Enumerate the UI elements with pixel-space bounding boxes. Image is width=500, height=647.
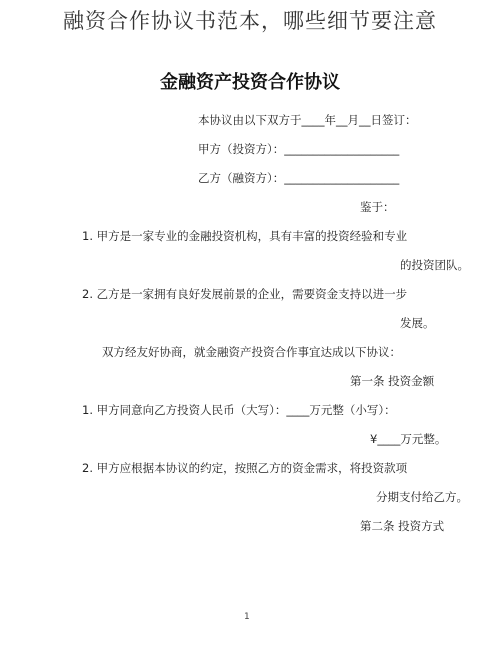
article-2-heading: 第二条 投资方式 <box>360 519 445 533</box>
whereas-heading: 鉴于： <box>360 200 395 214</box>
recital-2-line-1: 2. 乙方是一家拥有良好发展前景的企业，需要资金支持以进一步 <box>82 287 408 301</box>
clause-1-1-line-1: 1. 甲方同意向乙方投资人民币（大写）：____万元整（小写）： <box>82 403 396 417</box>
article-1-heading: 第一条 投资金额 <box>350 374 435 388</box>
clause-1-2-line-2: 分期支付给乙方。 <box>376 490 468 504</box>
recital-1-line-2: 的投资团队。 <box>400 258 469 272</box>
document-title: 金融资产投资合作协议 <box>160 72 340 93</box>
page-number: 1 <box>244 612 250 622</box>
agreement-date-line: 本协议由以下双方于____年__月__日签订： <box>198 113 417 127</box>
agreement-intro-line: 双方经友好协商，就金融资产投资合作事宜达成以下协议： <box>102 345 401 359</box>
party-a-line: 甲方（投资方）：____________________ <box>198 142 400 156</box>
party-b-line: 乙方（融资方）：____________________ <box>198 171 400 185</box>
article-title: 融资合作协议书范本，哪些细节要注意 <box>63 9 437 33</box>
document-page <box>30 44 470 644</box>
recital-2-line-2: 发展。 <box>400 316 435 330</box>
clause-1-2-line-1: 2. 甲方应根据本协议的约定，按照乙方的资金需求，将投资款项 <box>82 461 408 475</box>
recital-1-line-1: 1. 甲方是一家专业的金融投资机构，具有丰富的投资经验和专业 <box>82 229 408 243</box>
clause-1-1-line-2: ¥____万元整。 <box>370 432 447 446</box>
